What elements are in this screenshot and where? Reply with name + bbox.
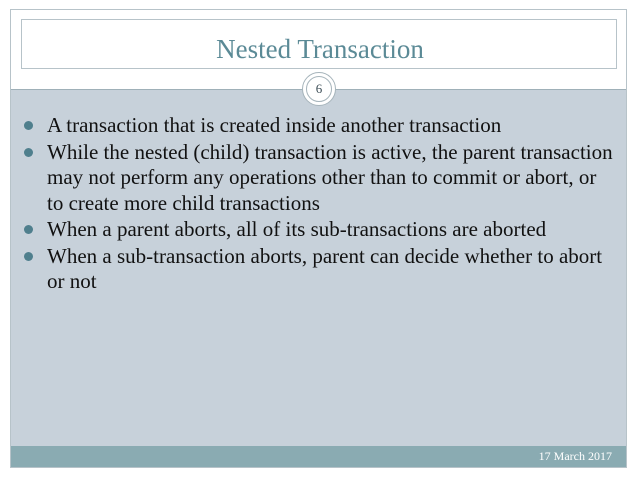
bullet-marker-icon (24, 252, 33, 261)
bullet-item (24, 244, 614, 295)
bullet-text: When a sub-transaction aborts, parent can decide whether to abort or not (47, 243, 603, 293)
bullet-marker-icon (24, 121, 33, 130)
slide-number-badge (302, 72, 336, 106)
slide-title: Nested Transaction (216, 34, 424, 64)
title-box (21, 19, 617, 69)
footer-date: 17 March 2017 (538, 449, 612, 463)
bullet-item (24, 217, 614, 243)
bullet-text: While the nested (child) transaction is active, the parent transaction may not perform any operations other than to commit or abort, or to create more child transactions (47, 139, 613, 215)
bullet-marker-icon (24, 225, 33, 234)
bullet-item (24, 140, 614, 217)
bullet-marker-icon (24, 148, 33, 157)
bullet-list (24, 113, 614, 296)
footer-bar (11, 446, 626, 467)
bullet-text: A transaction that is created inside another transaction (47, 113, 502, 137)
bullet-text: When a parent aborts, all of its sub-transactions are aborted (47, 217, 547, 241)
slide-number: 6 (306, 76, 332, 102)
bullet-item (24, 113, 614, 139)
